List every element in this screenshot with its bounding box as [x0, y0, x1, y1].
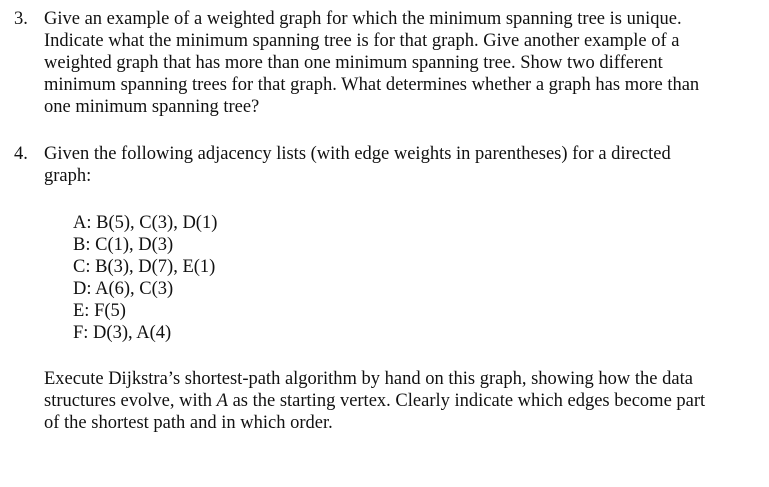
- start-vertex-label: A: [216, 391, 228, 411]
- adjacency-entry-b: B: C(1), D(3): [73, 235, 174, 255]
- instructions-text-end: as the starting vertex. Clearly indicate which edges become part of the shortest path and in which order.: [44, 391, 706, 433]
- question-3-text: Give an example of a weighted graph for which the minimum spanning tree is unique. Indicate what the minimum spanning tree is for that graph. Give another example of a weighted graph that has more than one minimum spanning tree. Show two different minimum spanning trees for that graph. What determines whether a graph has more than one minimum spanning tree?: [44, 9, 700, 117]
- instructions-text-start: Execute Dijkstra’s shortest-path algorithm by hand on this graph, showing how the data structures evolve, with: [44, 369, 693, 411]
- dijkstra-instructions: [44, 368, 759, 434]
- adjacency-list: [73, 212, 217, 344]
- adjacency-entry-e: E: F(5): [73, 301, 126, 321]
- adjacency-entry-a: A: B(5), C(3), D(1): [73, 213, 218, 233]
- adjacency-entry-f: F: D(3), A(4): [73, 323, 172, 343]
- question-4-number: 4.: [14, 144, 28, 164]
- question-3-number: 3.: [14, 9, 28, 29]
- question-4: [14, 143, 754, 187]
- question-3: [14, 8, 754, 118]
- question-4-text: Given the following adjacency lists (with edge weights in parentheses) for a directed graph:: [44, 144, 671, 186]
- adjacency-entry-c: C: B(3), D(7), E(1): [73, 257, 216, 277]
- adjacency-entry-d: D: A(6), C(3): [73, 279, 174, 299]
